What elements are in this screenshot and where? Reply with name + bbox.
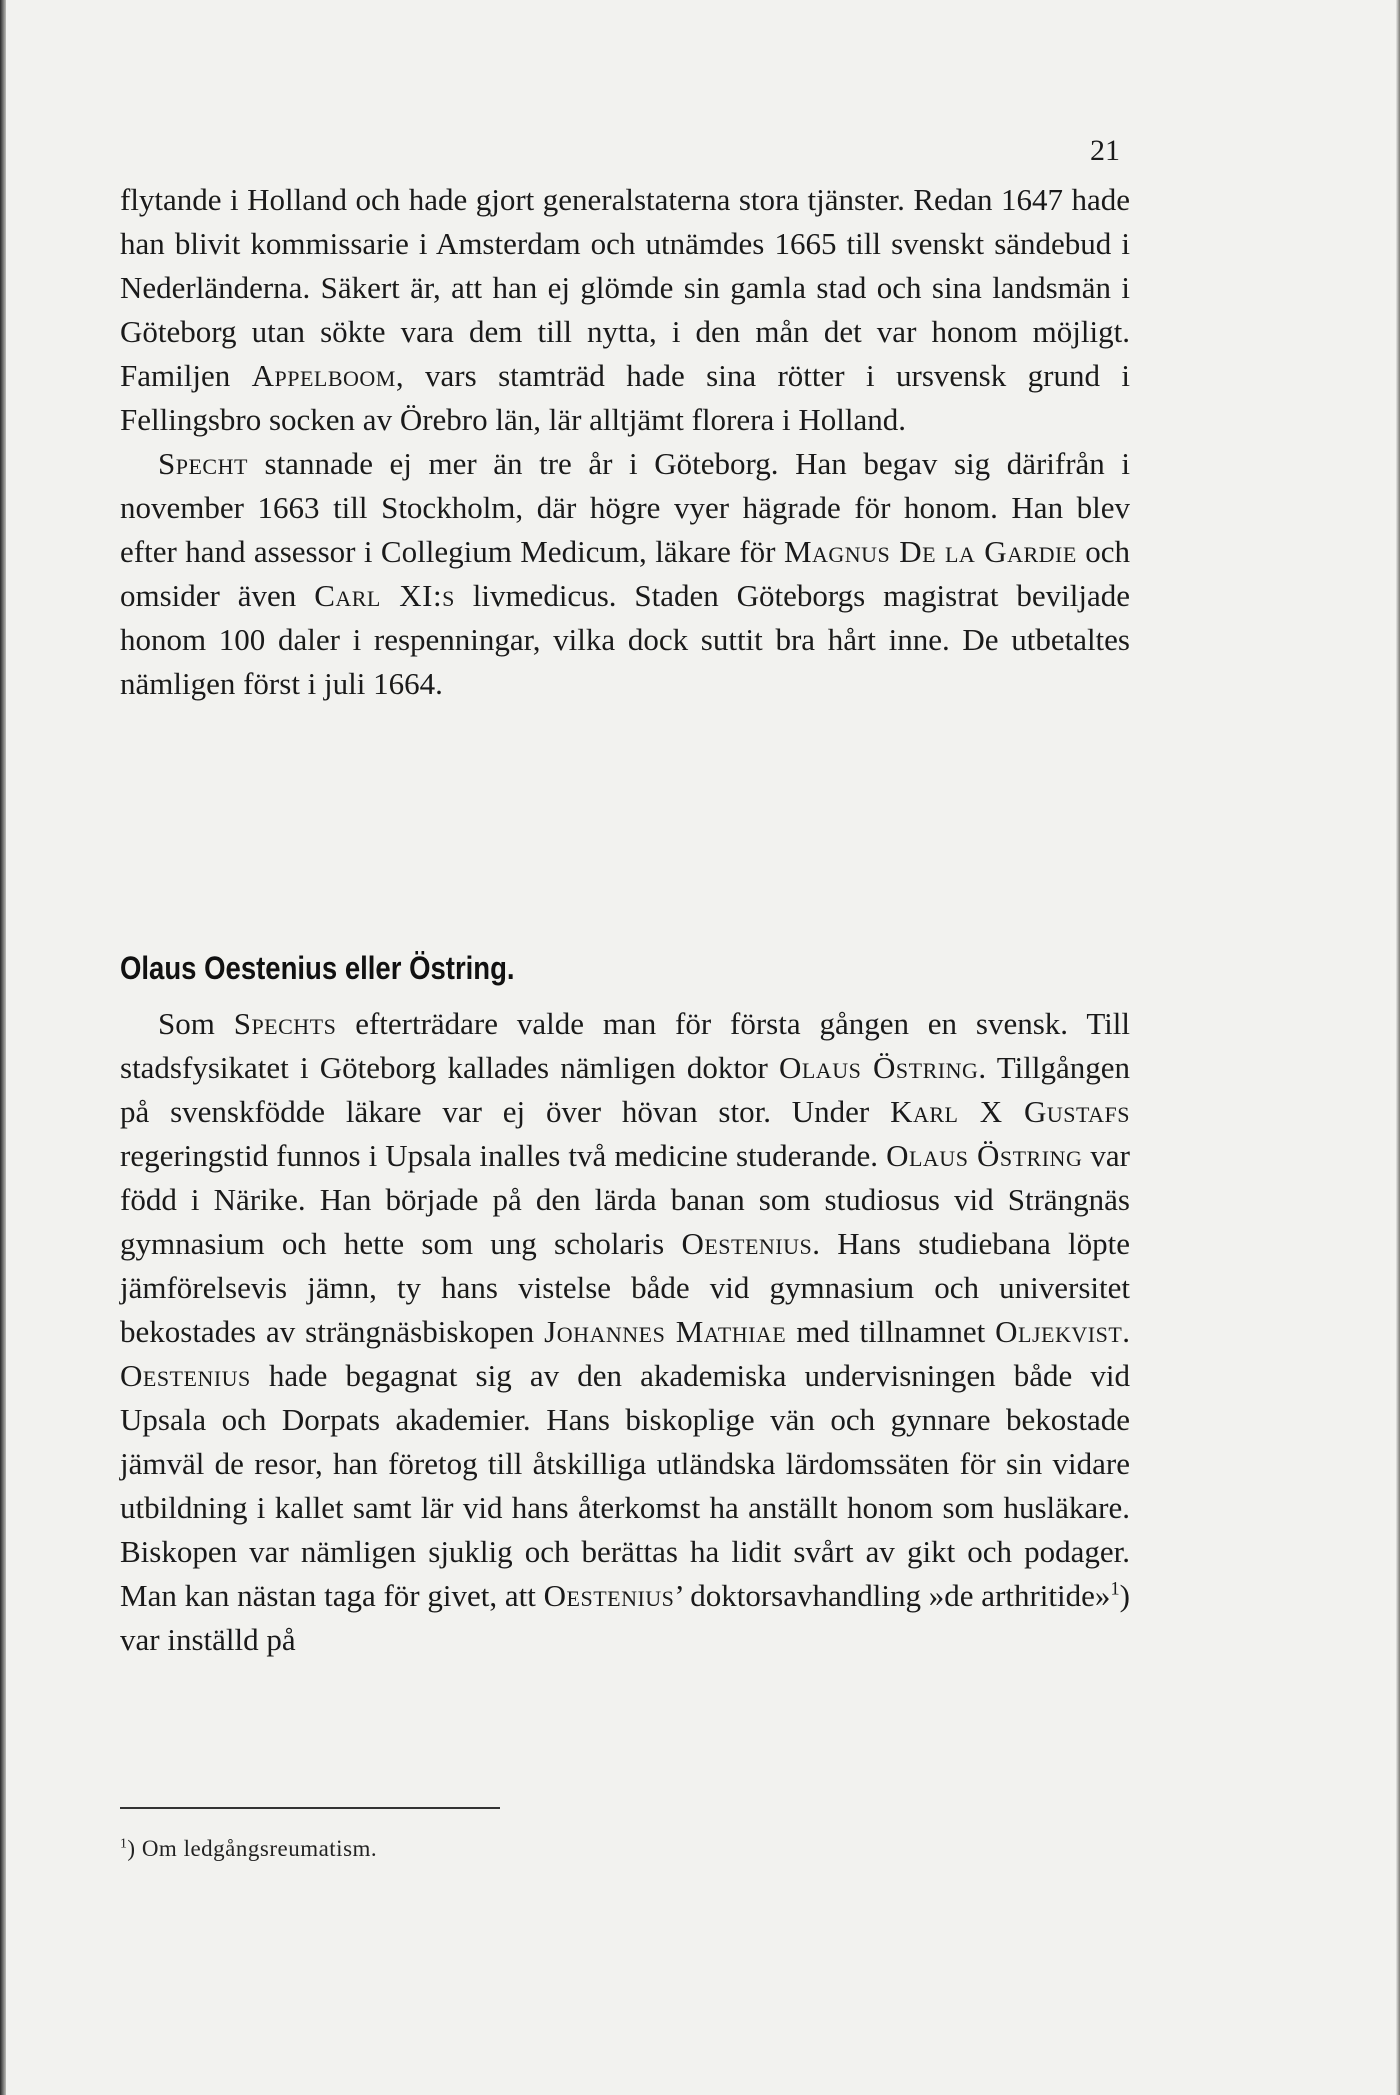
paragraph-1 xyxy=(120,178,1130,442)
paragraph-2 xyxy=(120,442,1130,706)
person-name: Carl XI:s xyxy=(314,578,455,613)
paragraph-text: . Tillgången på svenskfödde läkare var ej över hövan stor. Under xyxy=(120,1050,1130,1129)
person-name: Oljekvist xyxy=(995,1314,1123,1349)
person-name: Oestenius xyxy=(120,1358,251,1393)
paragraph-text: . xyxy=(1122,1314,1131,1349)
body-text-section-1 xyxy=(120,178,1130,706)
page-outer-edge xyxy=(1396,0,1400,2095)
page-number: 21 xyxy=(1090,134,1120,167)
section-heading: Olaus Oestenius eller Östring. xyxy=(120,950,515,986)
paragraph-text: var född i Närike. Han började på den lärda banan som studiosus vid Strängnäs gymnasium och hette som ung scholaris xyxy=(120,1138,1130,1261)
paragraph-text: ’ doktorsavhandling »de arthritide» xyxy=(674,1578,1111,1613)
person-name: Appelboom xyxy=(251,358,396,393)
footnote-reference[interactable]: 1 xyxy=(1110,1578,1120,1600)
person-name: Johannes Mathiae xyxy=(544,1314,787,1349)
paragraph-text: efterträdare valde man för första gången en svensk. Till stadsfysikatet i Göteborg kallades nämligen doktor xyxy=(120,1006,1130,1085)
paragraph-3 xyxy=(120,1002,1130,1662)
body-text-section-2 xyxy=(120,1002,1130,1662)
paragraph-text: Som xyxy=(158,1006,234,1041)
footnote-mark: 1 xyxy=(120,1835,128,1851)
footnote xyxy=(120,1836,377,1862)
person-name: Olaus Östring xyxy=(886,1138,1083,1173)
person-name: Oestenius xyxy=(543,1578,675,1613)
paragraph-text: hade begagnat sig av den akademiska undervisningen både vid Upsala och Dorpats akademier. Hans biskoplige vän och gynnare bekostade jämväl de resor, han företog till åtskilliga utländska lärdomssäten för sin vidare utbildning i kallet samt lär vid hans återkomst ha anställt honom som husläkare. Biskopen var nämligen sjuklig och berättas ha lidit svårt av gikt och podager. Man kan nästan taga för givet, att xyxy=(120,1358,1130,1613)
person-name: Karl X Gustafs xyxy=(890,1094,1131,1129)
paragraph-text: stannade ej mer än tre år i Göteborg. Han begav sig därifrån i november 1663 till Stockholm, där högre vyer hägrade för honom. Han blev efter hand assessor i Collegium Medicum, läkare för xyxy=(120,446,1130,569)
person-name: Olaus Östring xyxy=(778,1050,979,1085)
person-name: Spechts xyxy=(233,1006,337,1041)
paragraph-text: livmedicus. Staden Göteborgs magistrat beviljade honom 100 daler i respenningar, vilka dock suttit bra hårt inne. De utbetaltes nämligen först i juli 1664. xyxy=(120,578,1131,701)
person-name: Specht xyxy=(158,446,248,481)
paragraph-text: med tillnamnet xyxy=(786,1314,996,1349)
footnote-divider xyxy=(120,1807,500,1809)
paragraph-text: , vars stamträd hade sina rötter i ursvensk grund i Fellingsbro socken av Örebro län, lär alltjämt florera i Holland. xyxy=(120,358,1130,437)
page-binding-edge xyxy=(0,0,6,2095)
footnote-text: ) Om ledgångsreumatism. xyxy=(127,1836,378,1861)
paragraph-text: . Hans studiebana löpte jämförelsevis jämn, ty hans vistelse både vid gymnasium och universitet bekostades av strängnäsbiskopen xyxy=(120,1226,1130,1349)
paragraph-text: flytande i Holland och hade gjort generalstaterna stora tjänster. Redan 1647 hade han blivit kommissarie i Amsterdam och utnämdes 1665 till svenskt sändebud i Nederländerna. Säkert är, att han ej glömde sin gamla stad och sina landsmän i Göteborg utan sökte vara dem till nytta, i den mån det var honom möjligt. Familjen xyxy=(120,182,1130,393)
person-name: Magnus De la Gardie xyxy=(783,534,1077,569)
paragraph-text: ) var inställd på xyxy=(120,1578,1130,1657)
paragraph-text: och omsider även xyxy=(120,534,1130,613)
paragraph-text: regeringstid funnos i Upsala inalles två medicine studerande. xyxy=(120,1138,887,1173)
person-name: Oestenius xyxy=(681,1226,813,1261)
